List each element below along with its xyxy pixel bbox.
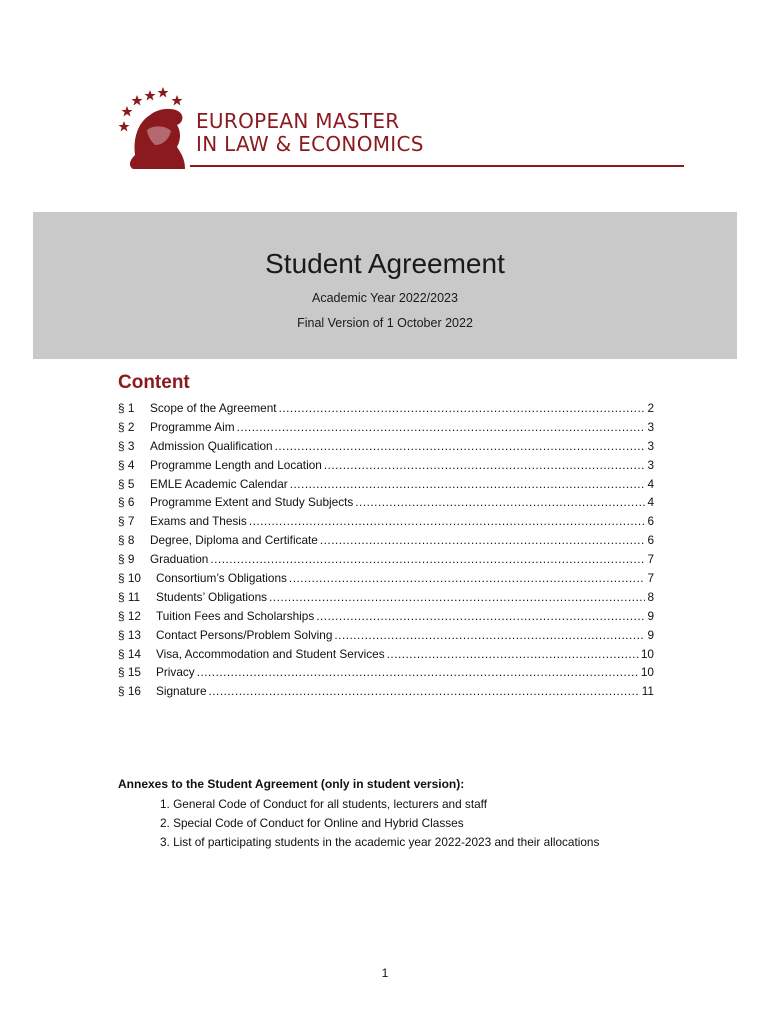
toc-leader xyxy=(279,401,646,415)
toc-leader xyxy=(210,552,645,566)
logo-star xyxy=(122,106,133,117)
toc-leader xyxy=(249,514,646,528)
annex-list xyxy=(160,797,599,854)
toc-entry[interactable] xyxy=(118,571,654,590)
toc-entry[interactable] xyxy=(118,684,654,703)
logo-star xyxy=(119,121,130,132)
toc-entry[interactable] xyxy=(118,552,654,571)
academic-year: Academic Year 2022/2023 xyxy=(312,291,458,305)
toc-entry[interactable] xyxy=(118,590,654,609)
toc-title: Programme Extent and Study Subjects xyxy=(150,495,354,510)
toc-page: 10 xyxy=(640,646,654,661)
toc-number: § 16 xyxy=(118,684,141,699)
toc-leader xyxy=(316,609,645,623)
title-banner xyxy=(33,212,737,359)
annex-item: 1. General Code of Conduct for all students, lecturers and staff xyxy=(160,797,488,811)
toc-page: 3 xyxy=(647,438,654,453)
toc-page: 7 xyxy=(647,571,654,586)
toc-entry[interactable] xyxy=(118,665,654,684)
toc-title: Programme Length and Location xyxy=(150,457,322,472)
toc-title: Students’ Obligations xyxy=(156,589,268,604)
toc-page: 4 xyxy=(647,476,654,491)
table-of-contents xyxy=(118,401,654,703)
toc-leader xyxy=(275,439,646,453)
toc-entry[interactable] xyxy=(118,458,654,477)
toc-number: § 2 xyxy=(118,419,135,434)
annex-heading: Annexes to the Student Agreement (only in student version): xyxy=(118,777,465,791)
toc-title: Tuition Fees and Scholarships xyxy=(156,608,315,623)
logo-divider xyxy=(190,165,684,167)
toc-leader xyxy=(334,628,645,642)
logo-star xyxy=(158,87,169,98)
toc-entry[interactable] xyxy=(118,514,654,533)
toc-number: § 7 xyxy=(118,514,135,529)
content-heading: Content xyxy=(118,372,190,393)
toc-leader xyxy=(269,590,645,604)
toc-title: Visa, Accommodation and Student Services xyxy=(156,646,385,661)
toc-title: Scope of the Agreement xyxy=(150,401,277,415)
toc-title: EMLE Academic Calendar xyxy=(150,476,288,491)
toc-title: Privacy xyxy=(156,665,195,680)
toc-page: 7 xyxy=(647,552,654,567)
toc-leader xyxy=(209,684,640,698)
document-title: Student Agreement xyxy=(265,248,505,279)
toc-leader xyxy=(355,495,645,509)
toc-number: § 11 xyxy=(118,589,141,604)
toc-number: § 1 xyxy=(118,401,135,415)
toc-page: 9 xyxy=(647,627,654,642)
toc-page: 6 xyxy=(647,533,654,548)
toc-entry[interactable] xyxy=(118,628,654,647)
toc-title: Signature xyxy=(156,684,207,699)
toc-page: 11 xyxy=(641,684,654,699)
toc-number: § 6 xyxy=(118,495,135,510)
toc-page: 3 xyxy=(647,419,654,434)
toc-page: 6 xyxy=(647,514,654,529)
toc-page: 4 xyxy=(647,495,654,510)
toc-number: § 10 xyxy=(118,571,141,586)
annex-item: 3. List of participating students in the academic year 2022-2023 and their allocations xyxy=(160,835,600,849)
toc-entry[interactable] xyxy=(118,495,654,514)
page-number: 1 xyxy=(381,966,389,980)
annex-item: 2. Special Code of Conduct for Online and Hybrid Classes xyxy=(160,816,464,830)
toc-title: Admission Qualification xyxy=(150,438,273,453)
toc-entry[interactable] xyxy=(118,439,654,458)
toc-entry[interactable] xyxy=(118,609,654,628)
toc-number: § 8 xyxy=(118,533,135,548)
toc-page: 8 xyxy=(647,589,654,604)
toc-leader xyxy=(289,571,646,585)
toc-entry[interactable] xyxy=(118,401,654,420)
toc-number: § 15 xyxy=(118,665,141,680)
toc-entry[interactable] xyxy=(118,420,654,439)
logo-line-2: IN LAW & ECONOMICS xyxy=(196,132,424,156)
toc-leader xyxy=(197,665,639,679)
toc-entry[interactable] xyxy=(118,533,654,552)
toc-title: Contact Persons/Problem Solving xyxy=(156,627,333,642)
logo-star xyxy=(145,90,156,101)
logo-star xyxy=(132,95,143,106)
toc-page: 2 xyxy=(647,401,654,415)
logo-star xyxy=(172,95,183,106)
toc-number: § 14 xyxy=(118,646,141,661)
toc-leader xyxy=(237,420,646,434)
toc-leader xyxy=(387,647,639,661)
version-note: Final Version of 1 October 2022 xyxy=(297,316,473,330)
logo-wordmark xyxy=(196,110,424,156)
toc-number: § 5 xyxy=(118,476,135,491)
toc-title: Consortium’s Obligations xyxy=(156,571,287,586)
toc-page: 9 xyxy=(647,608,654,623)
toc-title: Programme Aim xyxy=(150,419,235,434)
toc-leader xyxy=(324,458,646,472)
toc-title: Graduation xyxy=(150,552,209,567)
toc-leader xyxy=(320,533,646,547)
logo-line-1: EUROPEAN MASTER xyxy=(196,109,400,133)
toc-number: § 13 xyxy=(118,627,141,642)
toc-number: § 12 xyxy=(118,608,141,623)
toc-page: 3 xyxy=(647,457,654,472)
toc-number: § 3 xyxy=(118,438,135,453)
toc-entry[interactable] xyxy=(118,477,654,496)
toc-page: 10 xyxy=(640,665,654,680)
toc-number: § 9 xyxy=(118,552,135,567)
toc-entry[interactable] xyxy=(118,647,654,666)
toc-leader xyxy=(290,477,646,491)
toc-title: Degree, Diploma and Certificate xyxy=(150,533,318,548)
toc-number: § 4 xyxy=(118,457,135,472)
toc-title: Exams and Thesis xyxy=(150,514,247,529)
